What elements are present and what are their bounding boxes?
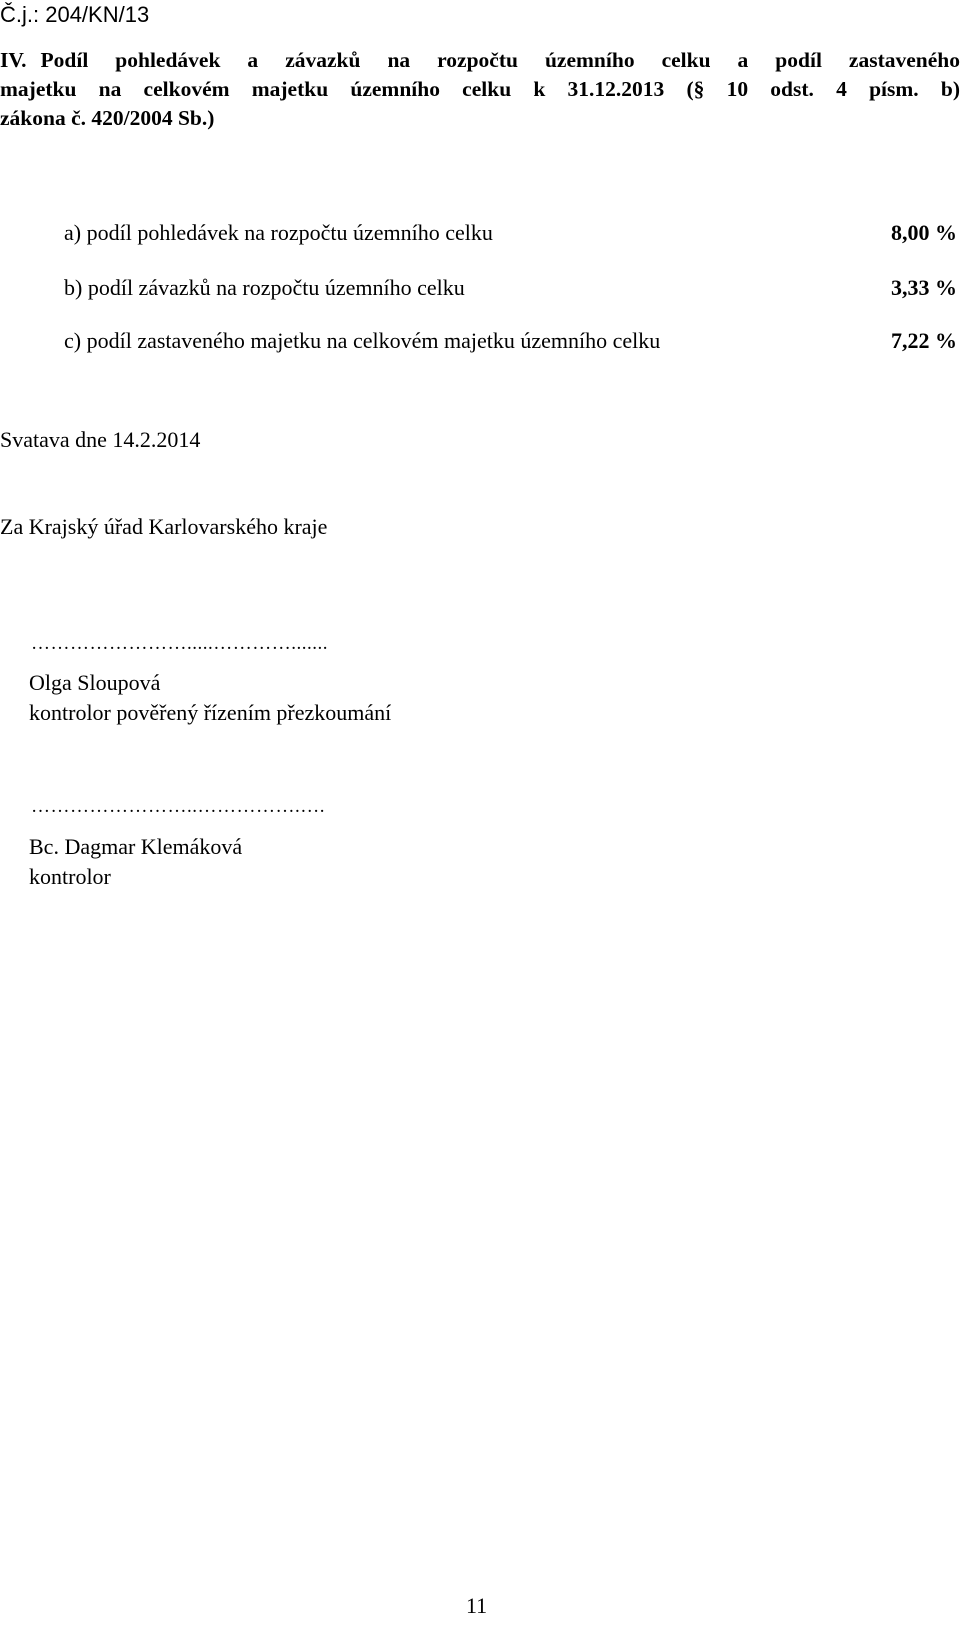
- section-heading: [0, 46, 960, 133]
- heading-line-2: majetku na celkovém majetku územního celku k 31.12.2013 (§ 10 odst. 4 písm. b): [0, 77, 960, 101]
- signature-line: ……………………..…………….….: [31, 796, 325, 817]
- section-number: IV.: [0, 48, 27, 72]
- signatory-name: Bc. Dagmar Klemáková: [29, 834, 243, 859]
- indicator-value: 3,33 %: [891, 275, 957, 300]
- indicator-label: c) podíl zastaveného majetku na celkovém majetku územního celku: [64, 328, 661, 353]
- indicator-value: 8,00 %: [891, 220, 957, 245]
- indicator-row-pledged-assets: [64, 328, 957, 354]
- signatory-role: kontrolor: [29, 864, 111, 889]
- signature-line: …………………….....………….......: [31, 633, 328, 654]
- indicator-value: 7,22 %: [891, 328, 957, 353]
- document-reference: Č.j.: 204/KN/13: [0, 2, 150, 27]
- page-number: 11: [466, 1593, 488, 1618]
- heading-line-3: zákona č. 420/2004 Sb.): [0, 106, 215, 130]
- issuing-office: Za Krajský úřad Karlovarského kraje: [0, 514, 328, 539]
- heading-line-1-text: Podíl pohledávek a závazků na rozpočtu územního celku a podíl zastaveného: [40, 48, 960, 72]
- indicator-row-receivables: [64, 220, 957, 246]
- heading-line-1: [0, 46, 960, 75]
- signatory-name: Olga Sloupová: [29, 670, 161, 695]
- indicator-label: a) podíl pohledávek na rozpočtu územního celku: [64, 220, 493, 245]
- indicator-row-liabilities: [64, 275, 957, 301]
- indicator-label: b) podíl závazků na rozpočtu územního celku: [64, 275, 465, 300]
- place-and-date: Svatava dne 14.2.2014: [0, 427, 201, 452]
- signatory-role: kontrolor pověřený řízením přezkoumání: [29, 700, 392, 725]
